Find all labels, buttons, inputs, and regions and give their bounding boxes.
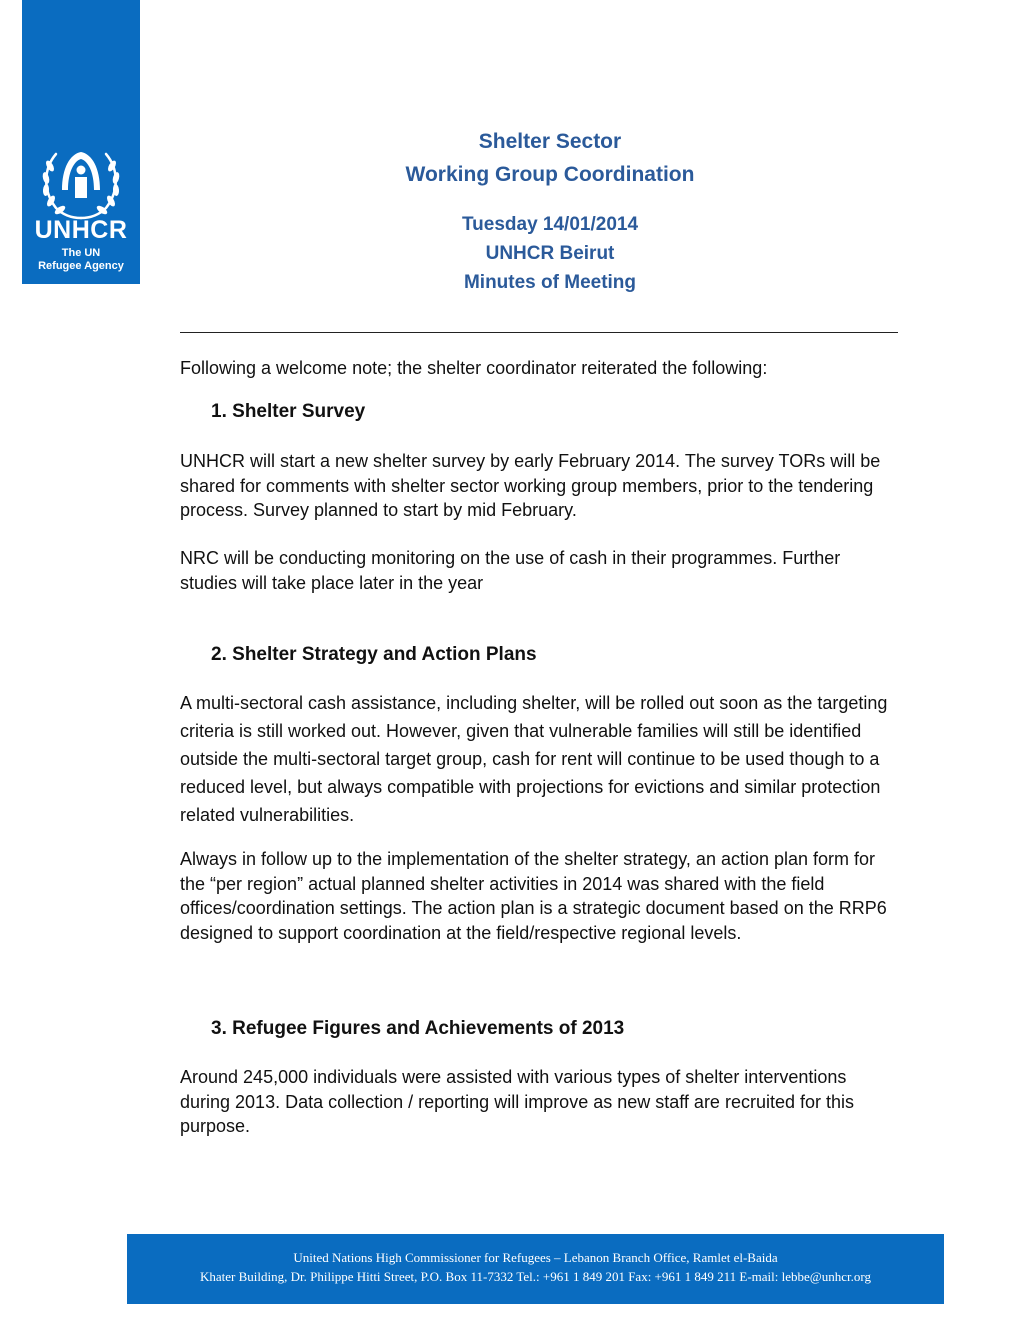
section-number: 2.: [211, 644, 227, 665]
document-title: [300, 125, 800, 191]
meeting-meta: [300, 210, 800, 297]
paragraph: Always in follow up to the implementation of the shelter strategy, an action plan form for the “per region” actual planned shelter activities in 2014 was shared with the field offices/coordination settings. The action plan is a strategic document based on the RRP6 designed to support coordination at the field/respective regional levels.: [180, 849, 887, 943]
header-divider: [180, 332, 898, 333]
logo-subtitle-line1: The UN: [61, 247, 101, 259]
section-title: Shelter Survey: [232, 401, 366, 422]
unhcr-emblem-icon: [36, 146, 126, 222]
footer-address-bar: [127, 1234, 944, 1304]
section-heading-shelter-survey: [211, 400, 365, 424]
section-number: 1.: [211, 401, 227, 422]
section-heading-refugee-figures: [211, 1017, 624, 1041]
document-type: Minutes of Meeting: [463, 272, 637, 293]
section-title: Refugee Figures and Achievements of 2013: [232, 1018, 625, 1039]
footer-line1: United Nations High Commissioner for Refugees – Lebanon Branch Office, Ramlet el-Baida: [293, 1250, 778, 1265]
unhcr-logo: [22, 0, 140, 284]
logo-name: UNHCR: [34, 216, 128, 244]
section-heading-shelter-strategy: [211, 643, 537, 667]
intro-text: Following a welcome note; the shelter coordinator reiterated the following:: [180, 358, 768, 378]
section-title: Shelter Strategy and Action Plans: [232, 644, 537, 665]
meeting-location: UNHCR Beirut: [485, 243, 615, 264]
title-line2: Working Group Coordination: [405, 163, 695, 186]
logo-subtitle: [22, 247, 140, 273]
paragraph: A multi-sectoral cash assistance, including shelter, will be rolled out soon as the targeting criteria is still worked out. However, given that vulnerable families will still be identified outside the multi-sectoral target group, cash for rent will continue to be used though to a reduced level, but always compatible with projections for evictions and similar protection related vulnerabilities.: [180, 693, 888, 825]
section-number: 3.: [211, 1018, 227, 1039]
title-line1: Shelter Sector: [478, 130, 622, 153]
paragraph: NRC will be conducting monitoring on the use of cash in their programmes. Further studies will take place later in the year: [180, 548, 841, 593]
paragraph: UNHCR will start a new shelter survey by early February 2014. The survey TORs will be shared for comments with shelter sector working group members, prior to the tendering process. Survey planned to start by mid February.: [180, 451, 881, 520]
footer-line2: Khater Building, Dr. Philippe Hitti Street, P.O. Box 11-7332 Tel.: +961 1 849 201 Fax: +961 1 849 211 E-mail: lebbe@unhcr.org: [200, 1269, 871, 1284]
logo-subtitle-line2: Refugee Agency: [38, 260, 124, 272]
paragraph: Around 245,000 individuals were assisted with various types of shelter interventions during 2013. Data collection / reporting will improve as new staff are recruited for this purpose.: [180, 1067, 854, 1136]
meeting-date: Tuesday 14/01/2014: [461, 214, 639, 235]
